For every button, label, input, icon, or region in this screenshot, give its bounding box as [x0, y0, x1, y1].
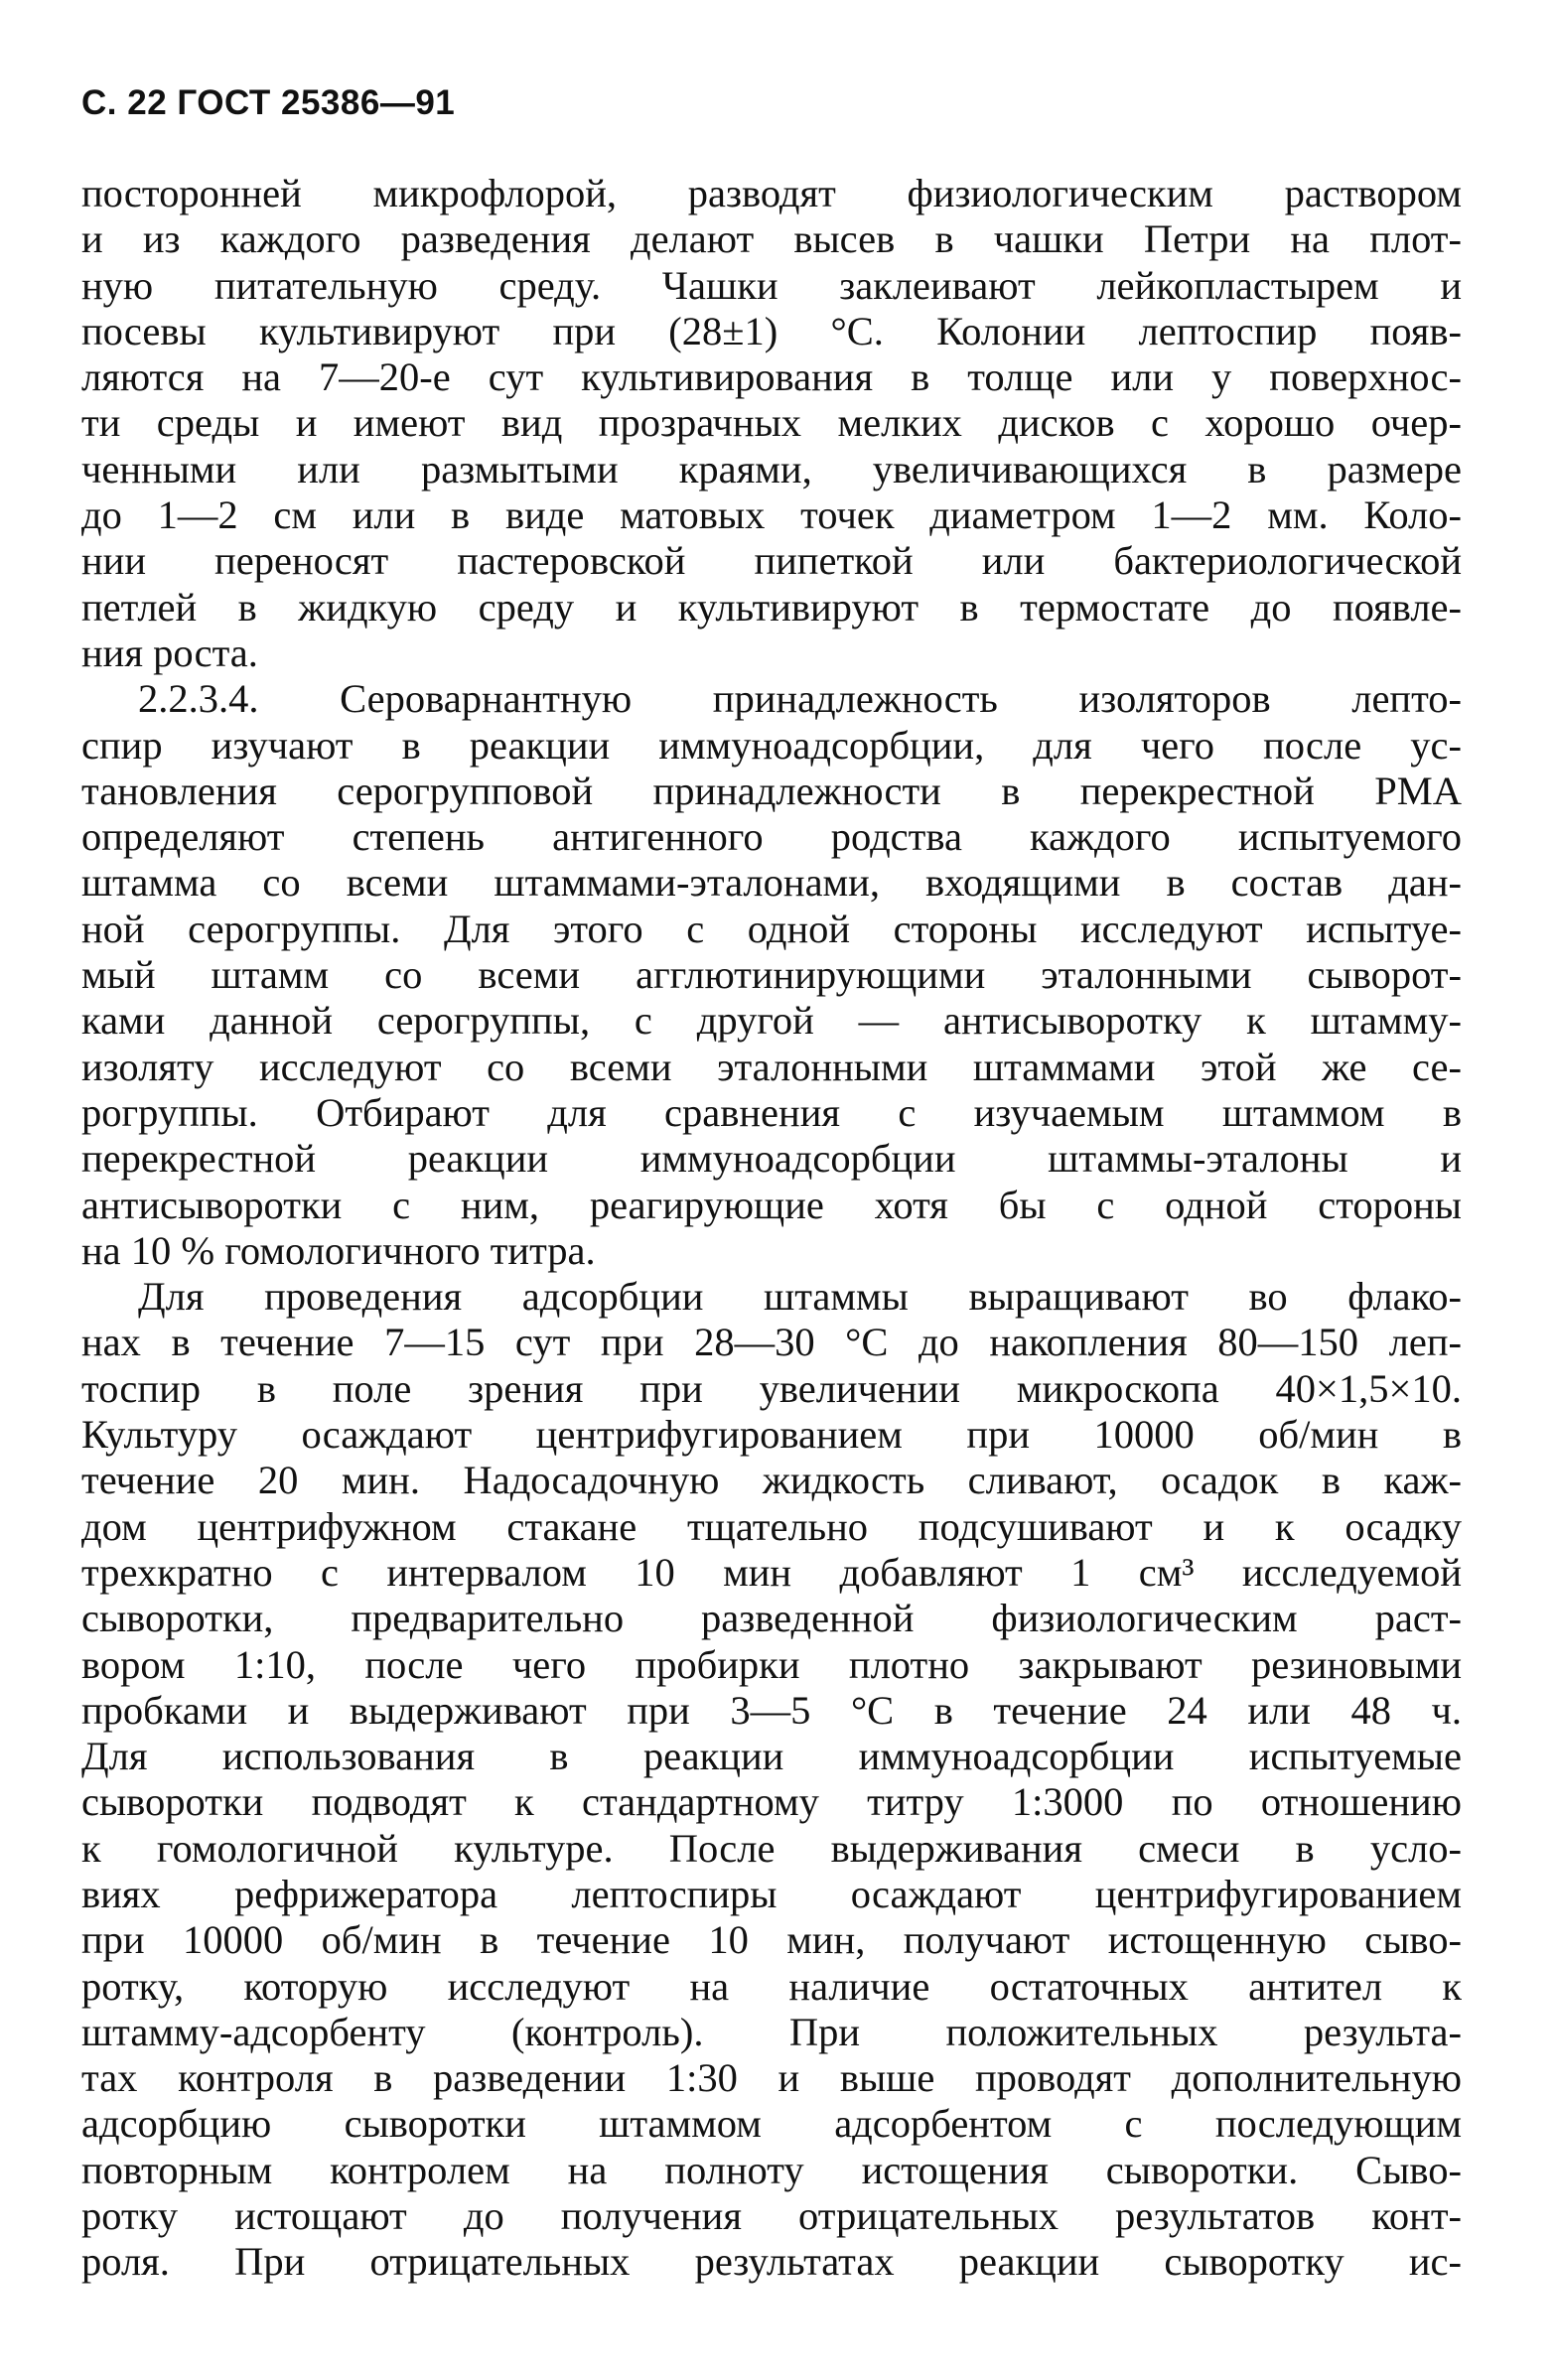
text-line: ную питательную среду. Чашки заклеивают лейкопластырем и [81, 262, 1462, 308]
body-text [81, 171, 1462, 2286]
text-line: адсорбцию сыворотки штаммом адсорбентом с последующим [81, 2101, 1462, 2147]
paragraph-3 [81, 1274, 1462, 2286]
text-line: 2.2.3.4. Сероварнантную принадлежность изоляторов лепто- [138, 676, 1462, 722]
text-line: тановления серогрупповой принадлежности в перекрестной РМА [81, 768, 1462, 813]
text-line: повторным контролем на полноту истощения сыворотки. Сыво- [81, 2147, 1462, 2192]
text-line: дом центрифужном стакане тщательно подсушивают и к осадку [81, 1503, 1462, 1549]
text-line: перекрестной реакции иммуноадсорбции штаммы-эталоны и [81, 1136, 1462, 1182]
text-line: трехкратно с интервалом 10 мин добавляют 1 см³ исследуемой [81, 1549, 1462, 1595]
text-line: штамма со всеми штаммами-эталонами, входящими в состав дан- [81, 860, 1462, 906]
text-line: посторонней микрофлорой, разводят физиологическим раствором [81, 171, 1462, 215]
page-header: С. 22 ГОСТ 25386—91 [81, 83, 456, 122]
text-line: роля. При отрицательных результатах реакции сыворотку ис- [81, 2239, 1462, 2285]
text-line: к гомологичной культуре. После выдерживания смеси в усло- [81, 1825, 1462, 1871]
text-line: ния роста. [81, 630, 258, 675]
text-line: виях рефрижератора лептоспиры осаждают центрифугированием [81, 1871, 1462, 1916]
text-line: до 1—2 см или в виде матовых точек диаметром 1—2 мм. Коло- [81, 492, 1462, 538]
text-line: сыворотки, предварительно разведенной физиологическим раст- [81, 1596, 1462, 1641]
text-line: течение 20 мин. Надосадочную жидкость сливают, осадок в каж- [81, 1458, 1462, 1503]
text-line: Для использования в реакции иммуноадсорбции испытуемые [81, 1734, 1462, 1779]
text-line: вором 1:10, после чего пробирки плотно закрывают резиновыми [81, 1641, 1462, 1687]
text-line: на 10 % гомологичного титра. [81, 1227, 596, 1273]
text-line: Для проведения адсорбции штаммы выращивают во флако- [138, 1274, 1462, 1320]
text-line: посевы культивируют при (28±1) °С. Колонии лептоспир появ- [81, 308, 1462, 353]
text-line: ченными или размытыми краями, увеличивающихся в размере [81, 446, 1462, 491]
text-line: петлей в жидкую среду и культивируют в термостате до появле- [81, 584, 1462, 630]
paragraph-1 [81, 171, 1462, 676]
text-line: тоспир в поле зрения при увеличении микроскопа 40×1,5×10. [81, 1365, 1462, 1411]
text-line: спир изучают в реакции иммуноадсорбции, для чего после ус- [81, 722, 1462, 768]
text-line: ляются на 7—20-е сут культивирования в толще или у поверхнос- [81, 354, 1462, 400]
text-line: ротку, которую исследуют на наличие остаточных антител к [81, 1963, 1462, 2009]
text-line: рогруппы. Отбирают для сравнения с изучаемым штаммом в [81, 1089, 1462, 1135]
text-line: определяют степень антигенного родства каждого испытуемого [81, 814, 1462, 860]
text-line: тах контроля в разведении 1:30 и выше проводят дополнительную [81, 2055, 1462, 2101]
text-line: Культуру осаждают центрифугированием при 10000 об/мин в [81, 1412, 1462, 1458]
text-line: ной серогруппы. Для этого с одной стороны исследуют испытуе- [81, 906, 1462, 951]
text-line: ротку истощают до получения отрицательных результатов конт- [81, 2193, 1462, 2239]
text-line: нии переносят пастеровской пипеткой или бактериологической [81, 538, 1462, 584]
text-line: штамму-адсорбенту (контроль). При положительных результа- [81, 2009, 1462, 2054]
text-line: антисыворотки с ним, реагирующие хотя бы с одной стороны [81, 1182, 1462, 1227]
text-line: ками данной серогруппы, с другой — антисыворотку к штамму- [81, 998, 1462, 1044]
paragraph-2 [81, 676, 1462, 1274]
text-line: нах в течение 7—15 сут при 28—30 °С до накопления 80—150 леп- [81, 1320, 1462, 1365]
text-line: ти среды и имеют вид прозрачных мелких дисков с хорошо очер- [81, 400, 1462, 446]
text-line: при 10000 об/мин в течение 10 мин, получают истощенную сыво- [81, 1917, 1462, 1963]
text-line: сыворотки подводят к стандартному титру 1:3000 по отношению [81, 1779, 1462, 1825]
text-line: и из каждого разведения делают высев в чашки Петри на плот- [81, 216, 1462, 262]
text-line: пробками и выдерживают при 3—5 °С в течение 24 или 48 ч. [81, 1687, 1462, 1733]
text-line: мый штамм со всеми агглютинирующими эталонными сыворот- [81, 952, 1462, 998]
text-line: изоляту исследуют со всеми эталонными штаммами этой же се- [81, 1044, 1462, 1089]
